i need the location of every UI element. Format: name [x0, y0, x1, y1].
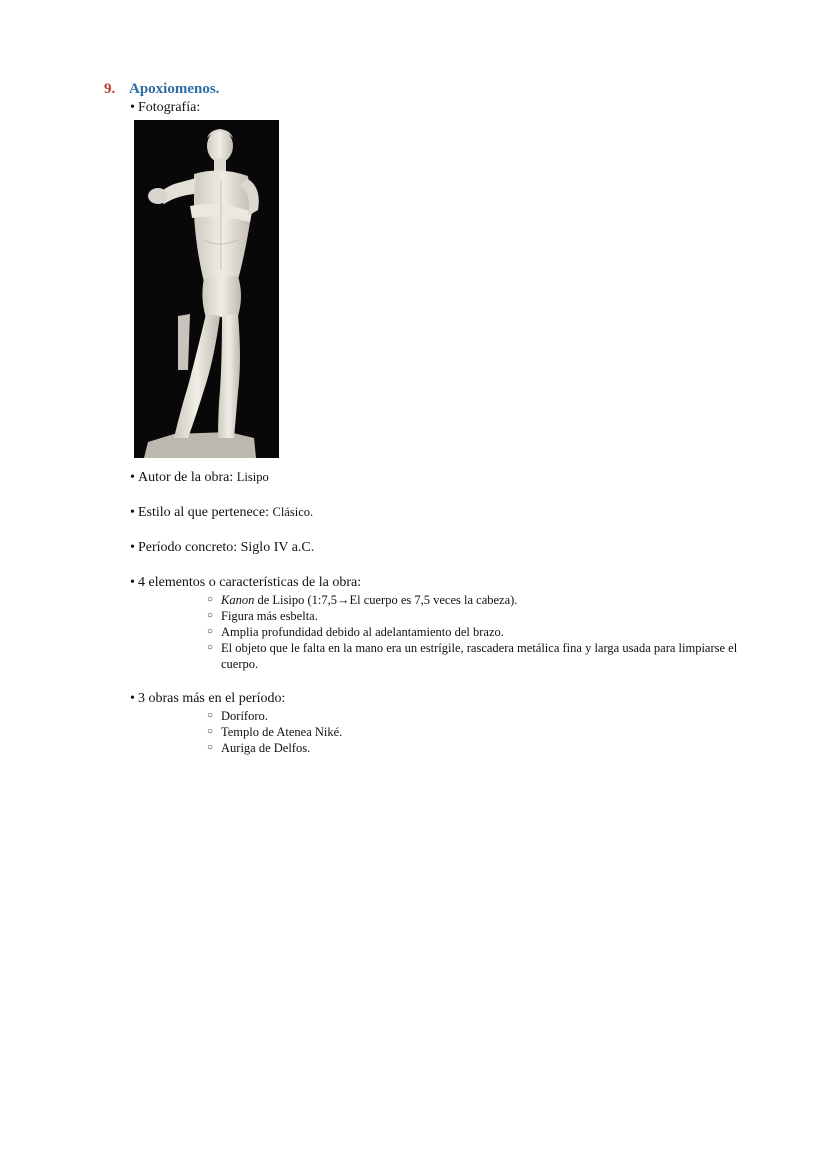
list-item-text: Figura más esbelta. — [221, 609, 318, 623]
apoxyomenos-statue-image — [134, 120, 279, 458]
bullet-dot: • — [130, 575, 135, 590]
kanon-term: Kanon — [221, 593, 255, 607]
elements-bullet — [130, 574, 361, 591]
circle-bullet-icon: ○ — [207, 626, 214, 637]
list-item — [207, 724, 761, 740]
author-value: Lisipo — [236, 470, 269, 484]
list-item-text: El objeto que le falta en la mano era un estrígile, rascadera metálica fina y larga usada para limpiarse el cuerpo. — [221, 641, 738, 671]
works-bullet — [130, 690, 285, 707]
works-list — [207, 708, 761, 756]
elements-label: 4 elementos o características de la obra: — [138, 575, 362, 590]
list-item — [207, 592, 761, 608]
list-item-text: Auriga de Delfos. — [221, 741, 311, 755]
circle-bullet-icon: ○ — [207, 726, 214, 737]
section-number: 9. — [104, 81, 116, 97]
section-title: Apoxiomenos. — [129, 81, 220, 97]
list-item — [207, 708, 761, 724]
photo-bullet — [130, 99, 200, 116]
bullet-dot: • — [130, 540, 135, 555]
circle-bullet-icon: ○ — [207, 594, 214, 605]
list-item-text: Doríforo. — [221, 709, 268, 723]
list-item — [207, 608, 761, 624]
style-label: Estilo al que pertenece: — [138, 505, 269, 520]
photo-label: Fotografía: — [138, 100, 201, 115]
author-bullet — [130, 469, 269, 486]
list-item — [207, 624, 761, 640]
statue-photo — [134, 120, 279, 458]
style-value: Clásico. — [272, 505, 314, 519]
author-label: Autor de la obra: — [138, 470, 234, 485]
period-label: Período concreto: Siglo IV a.C. — [138, 540, 315, 555]
list-item — [207, 640, 761, 672]
bullet-dot: • — [130, 100, 135, 115]
elements-list — [207, 592, 761, 672]
works-label: 3 obras más en el período: — [138, 691, 286, 706]
style-bullet — [130, 504, 313, 521]
bullet-dot: • — [130, 470, 135, 485]
bullet-dot: • — [130, 691, 135, 706]
circle-bullet-icon: ○ — [207, 710, 214, 721]
list-item-text: Amplia profundidad debido al adelantamiento del brazo. — [221, 625, 504, 639]
period-bullet — [130, 539, 314, 556]
section-heading — [104, 80, 219, 98]
circle-bullet-icon: ○ — [207, 610, 214, 621]
list-item-text: de Lisipo (1:7,5→El cuerpo es 7,5 veces la cabeza). — [254, 593, 518, 607]
circle-bullet-icon: ○ — [207, 642, 214, 653]
list-item — [207, 740, 761, 756]
list-item-text: Templo de Atenea Niké. — [221, 725, 343, 739]
bullet-dot: • — [130, 505, 135, 520]
circle-bullet-icon: ○ — [207, 742, 214, 753]
